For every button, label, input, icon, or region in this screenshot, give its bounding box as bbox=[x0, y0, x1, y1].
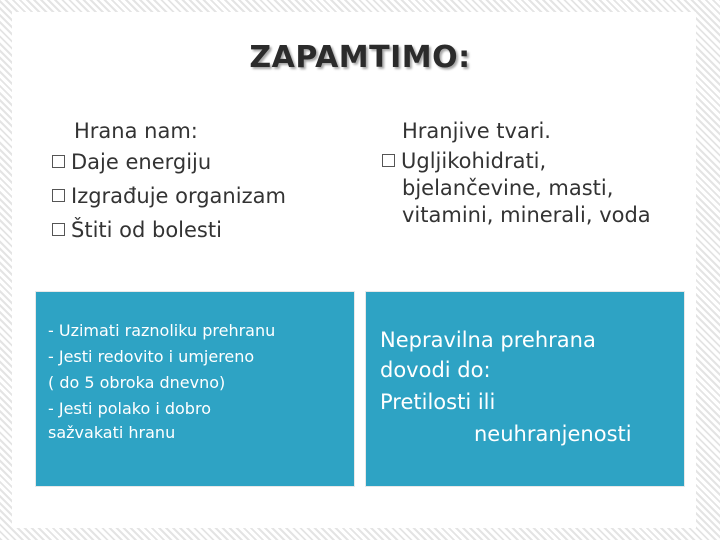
square-bullet-icon bbox=[382, 154, 395, 167]
left-list-item-label: Daje energiju bbox=[71, 150, 212, 174]
square-bullet-icon bbox=[52, 223, 65, 236]
left-list-item bbox=[52, 147, 211, 178]
advice-line: - Uzimati raznoliku prehranu bbox=[48, 321, 276, 340]
advice-box bbox=[36, 292, 354, 486]
right-list-item-line: vitamini, minerali, voda bbox=[402, 203, 651, 227]
square-bullet-icon bbox=[52, 155, 65, 168]
square-bullet-icon bbox=[52, 189, 65, 202]
left-list-item-label: Štiti od bolesti bbox=[71, 218, 222, 242]
right-list-item-line: Ugljikohidrati, bbox=[401, 149, 547, 173]
left-list-heading: Hrana nam: bbox=[74, 119, 198, 143]
advice-line: - Jesti redovito i umjereno bbox=[48, 347, 255, 366]
left-list-item bbox=[52, 181, 286, 212]
advice-line: ( do 5 obroka dnevno) bbox=[48, 373, 226, 392]
right-list-item-line: bjelančevine, masti, bbox=[402, 176, 614, 200]
consequence-line: Nepravilna prehrana bbox=[380, 328, 596, 352]
advice-line: - Jesti polako i dobro bbox=[48, 399, 211, 418]
right-list-heading: Hranjive tvari. bbox=[402, 119, 551, 143]
left-list-item bbox=[52, 215, 222, 246]
consequence-line: neuhranjenosti bbox=[474, 422, 632, 446]
consequence-line: Pretilosti ili bbox=[380, 390, 496, 414]
consequence-box bbox=[366, 292, 684, 486]
advice-line: sažvakati hranu bbox=[48, 423, 176, 442]
consequence-line: dovodi do: bbox=[380, 358, 491, 382]
slide-title: ZAPAMTIMO: bbox=[249, 40, 471, 75]
left-list-item-label: Izgrađuje organizam bbox=[71, 184, 286, 208]
